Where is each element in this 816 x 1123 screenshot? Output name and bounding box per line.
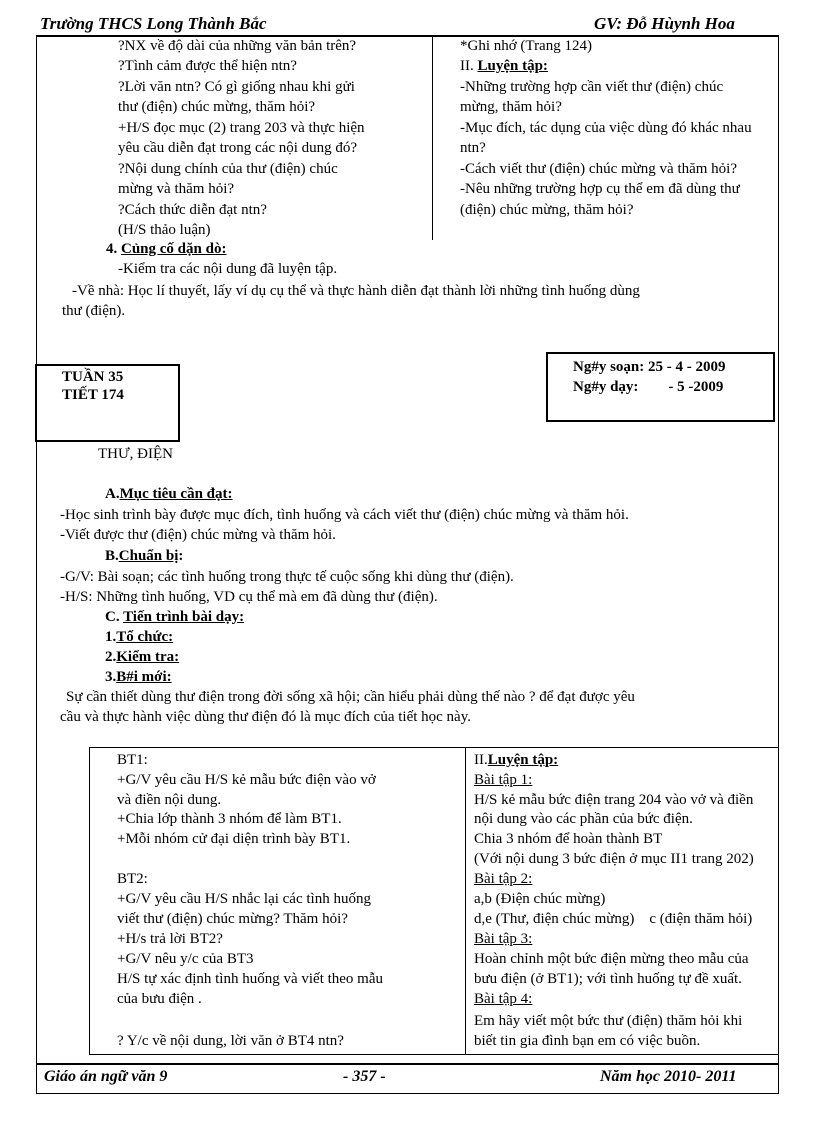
period-label: TIẾT 174	[62, 387, 124, 403]
section-c-intro: Sự cần thiết dùng thư điện trong đời sống xã hội; cần hiểu phải dùng thế nào ? để đạt được yêu	[66, 689, 635, 705]
section-b-title: Chuẩn bị	[118, 548, 179, 564]
table2-left-line: và điền nội dung.	[117, 792, 222, 808]
table1-left-line: (H/S thảo luận)	[118, 222, 211, 238]
header-teacher: GV: Đỗ Hùynh Hoa	[594, 14, 735, 33]
table1-left-line: mừng và thăm hỏi?	[118, 181, 235, 197]
section-c-sub2	[105, 649, 179, 666]
section-c-intro: cầu và thực hành việc dùng thư điện đó là mục đích của tiết học này.	[60, 709, 471, 725]
section-c-sub3-text: B#i mới:	[116, 669, 172, 685]
section-a-heading	[105, 486, 233, 503]
table1-left-line: ?Lời văn ntn? Có gì giống nhau khi gửi	[118, 79, 355, 95]
table2-divider	[465, 747, 466, 1054]
header-school: Trường THCS Long Thành Bắc	[40, 14, 267, 33]
table2-left-line: +Chia lớp thành 3 nhóm để làm BT1.	[117, 811, 342, 827]
table2-left-line: ? Y/c về nội dung, lời văn ở BT4 ntn?	[117, 1033, 344, 1049]
table2-left-line: BT2:	[117, 871, 148, 887]
table1-right-line: -Mục đích, tác dụng của việc dùng đó khác nhau	[460, 120, 752, 136]
table1-left-line: +H/S đọc mục (2) trang 203 và thực hiện	[118, 120, 365, 136]
exercise-1-line: Chia 3 nhóm để hoàn thành BT	[474, 831, 663, 847]
table1-left-line: ?Cách thức diễn đạt ntn?	[118, 202, 267, 218]
section-b-line: -G/V: Bài soạn; các tình huống trong thực tế cuộc sống khi dùng thư (điện).	[60, 569, 514, 585]
exercise-3-line: bưu điện (ở BT1); với tình huống tự đề xuất.	[474, 971, 742, 987]
table1-right-line: (điện) chúc mừng, thăm hỏi?	[460, 202, 634, 218]
exercise-1-line: nội dung vào các phần của bức điện.	[474, 811, 693, 827]
frame-left	[36, 36, 37, 1094]
section-b-line: -H/S: Những tình huống, VD cụ thể mà em đã dùng thư (điện).	[60, 589, 438, 605]
footer-page: - 357 -	[343, 1068, 386, 1085]
prep-date	[573, 359, 726, 376]
section-b-heading	[105, 548, 183, 565]
table1-right-line: -Những trường hợp cần viết thư (điện) chúc	[460, 79, 724, 95]
table2-left-line: +H/s trả lời BT2?	[117, 931, 223, 947]
exercise-2-line: d,e (Thư, điện chúc mừng) c (điện thăm hỏi)	[474, 911, 753, 927]
section-a-num: A.	[105, 486, 120, 502]
week-label: TUẦN 35	[62, 369, 124, 385]
section-c-num: C.	[105, 609, 120, 625]
table1-divider	[432, 36, 433, 240]
table2-left-line: +G/V yêu cầu H/S kẻ mẫu bức điện vào vở	[117, 772, 376, 788]
table1-heading-text: Luyện tập:	[477, 58, 548, 74]
table1-left-line: thư (điện) chúc mừng, thăm hỏi?	[118, 99, 316, 115]
table1-right-line: mừng, thăm hỏi?	[460, 99, 562, 115]
teach-date	[573, 379, 723, 396]
table1-note: *Ghi nhớ (Trang 124)	[460, 38, 592, 54]
teach-date-value: - 5 -2009	[668, 379, 724, 395]
footer-book: Giáo án ngữ văn 9	[44, 1068, 168, 1085]
section-a-line: -Học sinh trình bày được mục đích, tình huống và cách viết thư (điện) chúc mừng và thăm hỏi.	[60, 507, 629, 523]
consolidate-line: thư (điện).	[62, 303, 126, 319]
exercise-4-line: biết tin gia đình bạn em có việc buồn.	[474, 1033, 701, 1049]
table1-right-line: -Nêu những trường hợp cụ thể em đã dùng thư	[460, 181, 740, 197]
table2-left-line: của bưu điện .	[117, 991, 202, 1007]
consolidate-num: 4.	[106, 241, 118, 257]
exercise-2-title: Bài tập 2:	[474, 871, 533, 887]
table2-left-line: +G/V yêu cầu H/S nhắc lại các tình huống	[117, 891, 371, 907]
exercise-3-line: Hoàn chỉnh một bức điện mừng theo mẫu của	[474, 951, 749, 967]
section-b-colon: :	[178, 548, 184, 564]
table2-heading	[474, 751, 558, 770]
table2-heading-num: II.	[474, 752, 488, 768]
section-c-sub3-num: 3.	[105, 669, 117, 685]
table1-right-line: ntn?	[460, 140, 486, 156]
section-c-sub1-text: Tổ chức:	[116, 629, 174, 645]
table2-heading-text: Luyện tập:	[487, 752, 559, 768]
exercise-2-line: a,b (Điện chúc mừng)	[474, 891, 606, 907]
consolidate-title: Củng cố dặn dò:	[121, 241, 227, 257]
consolidate-heading	[106, 241, 226, 258]
exercise-1-title: Bài tập 1:	[474, 772, 533, 788]
section-a-title: Mục tiêu cần đạt:	[119, 486, 233, 502]
section-b-num: B.	[105, 548, 119, 564]
exercise-3-title: Bài tập 3:	[474, 931, 533, 947]
section-c-sub2-num: 2.	[105, 649, 117, 665]
footer-year: Năm học 2010- 2011	[600, 1068, 737, 1085]
teach-date-label: Ng#y dạy:	[573, 379, 639, 395]
section-c-sub3	[105, 669, 172, 686]
prep-date-label: Ng#y soạn:	[573, 359, 645, 375]
table2-left-line: H/S tự xác định tình huống và viết theo mẫu	[117, 971, 384, 987]
section-c-sub1	[105, 629, 173, 646]
section-c-title: Tiến trình bài dạy:	[123, 609, 245, 625]
table2-left-line: viết thư (điện) chúc mừng? Thăm hỏi?	[117, 911, 348, 927]
table1-heading-num: II.	[460, 58, 474, 74]
prep-date-value: 25 - 4 - 2009	[648, 359, 726, 375]
lesson-title: THƯ, ĐIỆN	[98, 446, 173, 462]
exercise-4-title: Bài tập 4:	[474, 991, 533, 1007]
table1-heading	[460, 57, 548, 76]
exercise-1-line: H/S kẻ mẫu bức điện trang 204 vào vở và điền	[474, 792, 754, 808]
section-a-line: -Viết được thư (điện) chúc mừng và thăm hỏi.	[60, 527, 336, 543]
footer-rule	[36, 1063, 779, 1065]
section-c-sub1-num: 1.	[105, 629, 117, 645]
section-c-sub2-text: Kiểm tra:	[116, 649, 180, 665]
table1-left-line: ?Nội dung chính của thư (điện) chúc	[118, 161, 338, 177]
exercise-4-line: Em hãy viết một bức thư (điện) thăm hỏi khi	[474, 1013, 743, 1029]
consolidate-line: -Kiểm tra các nội dung đã luyện tập.	[118, 261, 338, 277]
table2-left-line: +Mỗi nhóm cử đại diện trình bày BT1.	[117, 831, 351, 847]
section-c-heading	[105, 609, 244, 626]
frame-bottom	[36, 1093, 779, 1094]
consolidate-line: -Về nhà: Học lí thuyết, lấy ví dụ cụ thể và thực hành diễn đạt thành lời những tình huống dùng	[72, 283, 640, 299]
table2-left-line: +G/V nêu y/c của BT3	[117, 951, 254, 967]
table1-left-line: ?NX về độ dài của những văn bản trên?	[118, 38, 357, 54]
table2-left-line: BT1:	[117, 752, 148, 768]
exercise-1-line: (Với nội dung 3 bức điện ở mục II1 trang 202)	[474, 851, 754, 867]
table1-left-line: ?Tình cảm được thể hiện ntn?	[118, 58, 297, 74]
table1-left-line: yêu cầu diễn đạt trong các nội dung đó?	[118, 140, 358, 156]
table1-right-line: -Cách viết thư (điện) chúc mừng và thăm hỏi?	[460, 161, 738, 177]
